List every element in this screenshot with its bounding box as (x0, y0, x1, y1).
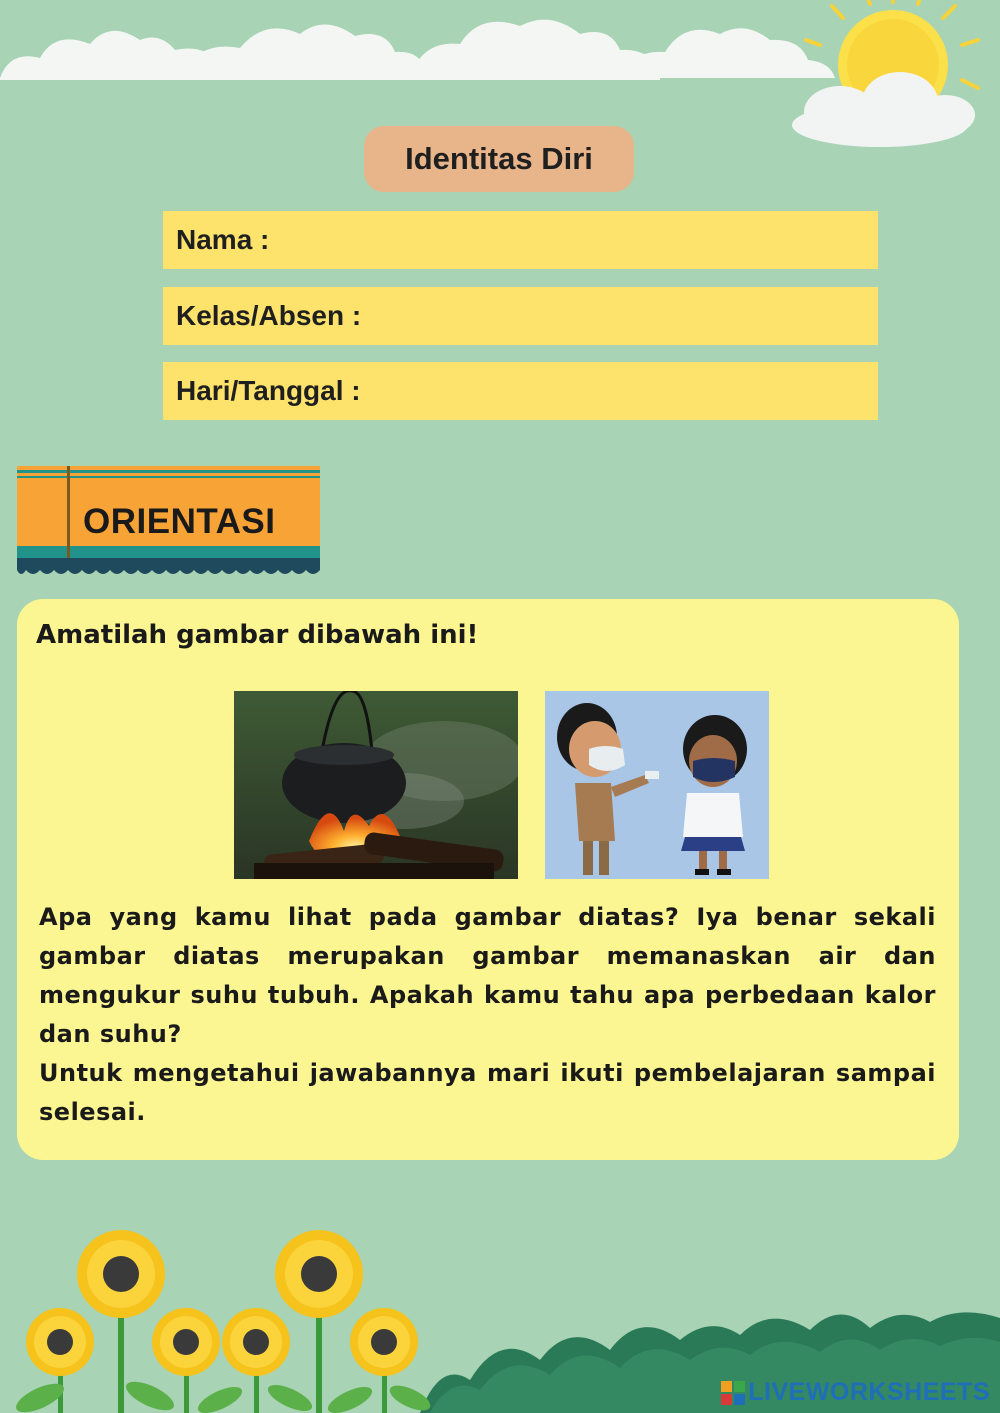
class-absence-field[interactable]: Kelas/Absen : (163, 287, 878, 345)
cloud-icon (792, 72, 975, 147)
temperature-check-image (545, 691, 769, 879)
campfire-pot-image (234, 691, 518, 879)
watermark (721, 1378, 990, 1407)
sunflower-icon (275, 1230, 363, 1413)
paragraph-instruction: Untuk mengetahui jawabannya mari ikuti pembelajaran sampai selesai. (39, 1059, 936, 1126)
day-date-field[interactable]: Hari/Tanggal : (163, 362, 878, 420)
name-field[interactable]: Nama : (163, 211, 878, 269)
section-title: ORIENTASI (83, 502, 276, 541)
leaves-decoration (12, 1376, 434, 1413)
paragraph-question: Apa yang kamu lihat pada gambar diatas? Iya benar sekali gambar diatas merupakan gambar memanaskan air dan mengukur suhu tubuh. Apakah kamu tahu apa perbedaan kalor dan suhu? (39, 903, 936, 1048)
section-banner (17, 466, 320, 578)
card-heading: Amatilah gambar dibawah ini! (36, 620, 479, 650)
liveworksheets-logo-icon (721, 1381, 745, 1405)
identity-title: Identitas Diri (364, 126, 634, 192)
sunflower-icon (77, 1230, 165, 1413)
watermark-text: LIVEWORKSHEETS (748, 1378, 990, 1406)
